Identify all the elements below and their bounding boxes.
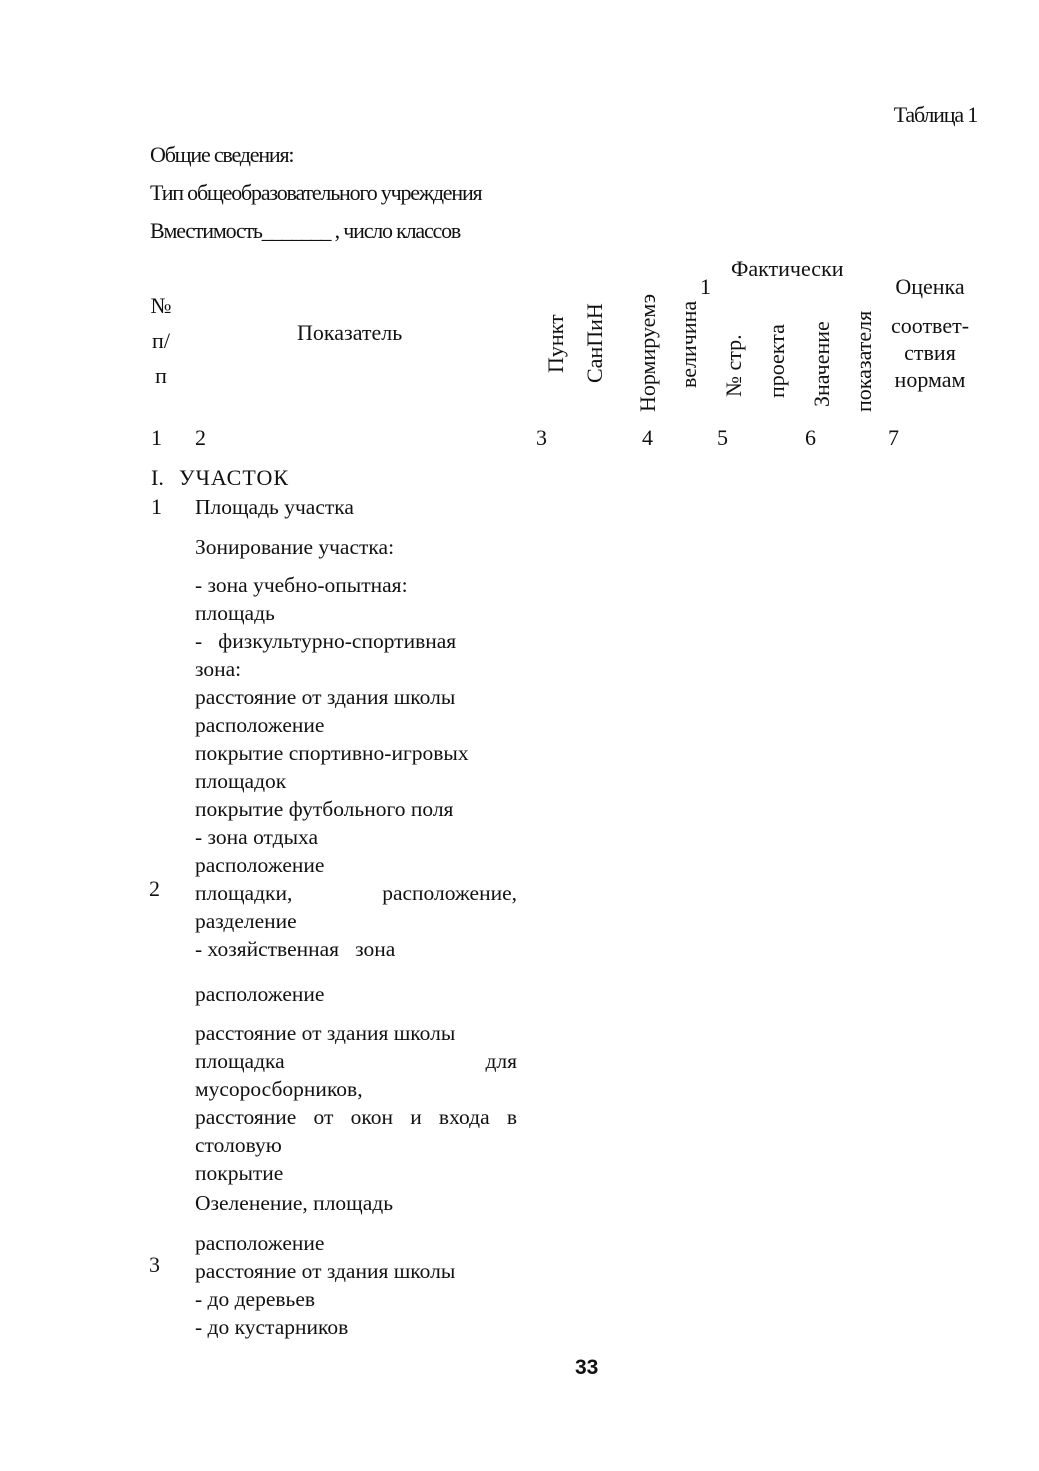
word: площадки, (195, 881, 293, 905)
row-line: расстояние от здания школы (195, 685, 456, 709)
word: для (485, 1049, 517, 1073)
header-page-no: № стр. (721, 334, 746, 397)
row-line: расстояние от здания школы (195, 1259, 456, 1283)
row-line: Площадь участка (195, 495, 354, 519)
header-sanpin: СанПиН (582, 303, 607, 383)
header-num-line: п (155, 363, 167, 388)
word: в (506, 1105, 517, 1129)
row-line: расположение (195, 713, 325, 737)
row-block (195, 1019, 517, 1187)
row-line: - физкультурно-спортивная (195, 629, 457, 653)
row-line: разделение (195, 909, 297, 933)
table-label: Таблица 1 (893, 102, 977, 127)
section-roman: I. (151, 465, 164, 490)
page-number: 33 (575, 1356, 599, 1379)
row-line: - до деревьев (195, 1287, 316, 1311)
col-number: 7 (888, 425, 899, 450)
header-assess-line: соответ- (890, 313, 970, 338)
capacity-blank: _______ (261, 218, 331, 243)
row-line-justified (195, 1047, 517, 1075)
word: и (410, 1105, 422, 1129)
capacity-suffix: , число классов (330, 218, 461, 243)
header-num (146, 288, 176, 393)
row-line: - зона учебно-опытная: (195, 573, 408, 597)
header-indicator: Показатель (297, 320, 403, 345)
row-line: зона: (195, 657, 242, 681)
row-line: - зона отдыха (195, 825, 319, 849)
row-number: 3 (149, 1252, 160, 1277)
header-num-line: п/ (152, 328, 170, 353)
row-line: покрытие (195, 1161, 284, 1185)
col-number: 4 (642, 425, 653, 450)
row-line: расположение (195, 1231, 325, 1255)
row-line: расположение (195, 982, 325, 1006)
row-line: площадок (195, 769, 287, 793)
row-line: - хозяйственная зона (195, 937, 396, 961)
row-line: мусоросборников, (195, 1077, 363, 1101)
col-number: 1 (151, 425, 162, 450)
word: площадка (195, 1049, 285, 1073)
header-norm-sup-1: 1 (700, 274, 711, 299)
row-line: покрытие спортивно-игровых (195, 741, 469, 765)
row-line: столовую (195, 1133, 282, 1157)
word: входа (438, 1105, 490, 1129)
col-number: 3 (536, 425, 547, 450)
row-line: площадь (195, 601, 275, 625)
header-punkt: Пункт (543, 314, 568, 373)
row-number: 1 (151, 494, 162, 519)
header-norm-2: величина (676, 300, 701, 388)
row-line: Зонирование участка: (195, 535, 395, 559)
col-number: 5 (717, 425, 728, 450)
row-line-justified (195, 879, 517, 907)
word: окон (350, 1105, 393, 1129)
header-assess-line: ствия (904, 340, 956, 365)
row-number: 2 (149, 876, 160, 901)
general-heading: Общие сведения: (150, 142, 294, 167)
header-indicator-v: показателя (851, 310, 876, 412)
row-line: покрытие футбольного поля (195, 797, 454, 821)
row-line-justified (195, 1103, 517, 1131)
col-number: 6 (805, 425, 816, 450)
type-line: Тип общеобразовательного учреждения (150, 180, 482, 205)
row-line: - до кустарников (195, 1315, 349, 1339)
header-assess-line: нормам (894, 367, 966, 392)
header-norm-1: Нормируемэ (635, 293, 660, 412)
header-assess (880, 272, 980, 393)
row-block (195, 1229, 455, 1341)
row-block (195, 571, 517, 963)
header-project: проекта (764, 324, 789, 398)
header-value: Значение (809, 321, 834, 407)
section-title: УЧАСТОК (179, 465, 290, 490)
word: от (313, 1105, 334, 1129)
header-fact: Фактически (731, 256, 844, 281)
header-assess-line: Оценка (895, 274, 965, 299)
word: расстояние (195, 1105, 297, 1129)
word: расположение, (382, 881, 517, 905)
row-line: расстояние от здания школы (195, 1021, 456, 1045)
header-num-line: № (150, 293, 172, 318)
col-number: 2 (195, 425, 206, 450)
capacity-prefix: Вместимость (150, 218, 262, 243)
capacity-line (150, 218, 460, 244)
row-line: Озеленение, площадь (195, 1191, 394, 1215)
row-line: расположение (195, 853, 325, 877)
